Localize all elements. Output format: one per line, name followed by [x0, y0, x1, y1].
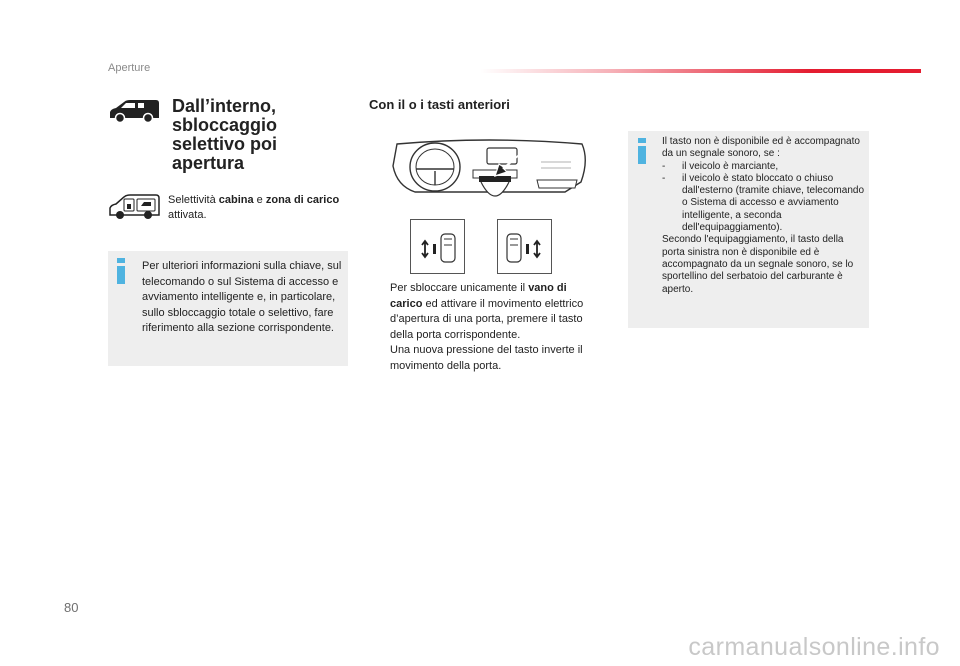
left-door-button	[410, 219, 465, 274]
watermark: carmanualsonline.info	[688, 633, 940, 661]
selectivity-text: Selettività cabina e zona di carico attivata.	[168, 194, 340, 221]
info-text: Per ulteriori informazioni sulla chiave, sul telecomando o sul Sistema di accesso e avviamento intelligente e, in particolare, sullo sbloccaggio totale o selettivo, fare riferimento alla sezione corrispondente.	[142, 260, 342, 334]
van-unlock-icon	[108, 193, 160, 221]
main-title: Dall’interno, sbloccaggio selettivo poi apertura	[172, 96, 278, 173]
section-label: Aperture	[108, 62, 151, 74]
condition-item: - il veicolo è marciante,	[662, 160, 779, 172]
van-icon	[108, 98, 160, 124]
sliding-door-button-icon	[498, 220, 551, 273]
info-icon	[637, 138, 647, 164]
instruction-marker	[369, 281, 390, 343]
page-number: 80	[64, 600, 79, 615]
sliding-door-button-icon	[411, 220, 464, 273]
right-door-button	[497, 219, 552, 274]
instruction-item: Per sbloccare unicamente il vano di carico ed attivare il movimento elettrico d’apertura di una porta, premere il tasto della porta corrispondente.	[369, 281, 597, 343]
header-accent-line	[480, 69, 921, 73]
instructions-list	[369, 281, 597, 374]
instruction-item: Una nuova pressione del tasto inverte il movimento della porta.	[369, 343, 597, 374]
info-icon	[116, 258, 126, 284]
section-subtitle: Con il o i tasti anteriori	[369, 97, 510, 112]
availability-note: Il tasto non è disponibile ed è accompagnato da un segnale sonoro, se : - il veicolo è marciante, - il veicolo è stato bloccato o chiuso dall'esterno (tramite chiave, telecomando o Sistema di accesso e avviamento intelligente, a seconda dell'equipaggiamento). Secondo l'equipaggiamento, il tasto della porta sinistra non è disponibile ed è accompagnato da un segnale sonoro, se lo sportellino del serbatoio del carburante è aperto.	[662, 136, 865, 295]
condition-item: - il veicolo è stato bloccato o chiuso dall'esterno (tramite chiave, telecomando o Sistema di accesso e avviamento intelligente, a seconda dell'equipaggiamento).	[662, 172, 865, 234]
instruction-marker	[369, 343, 390, 374]
dashboard-illustration	[389, 136, 590, 214]
